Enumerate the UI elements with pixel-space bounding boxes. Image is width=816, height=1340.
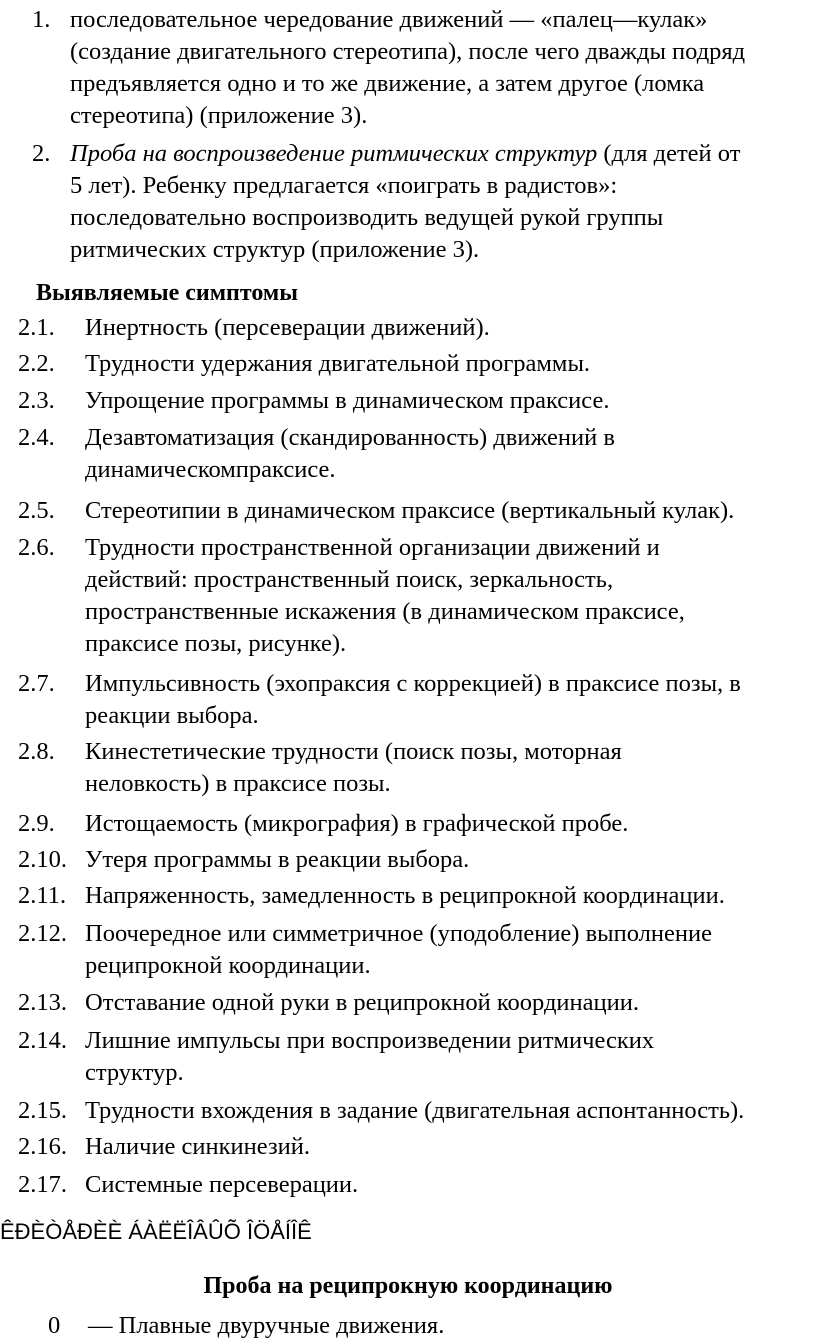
text-line: последовательно воспроизводить ведущей рукой группы [70,204,664,231]
list-number: 1. [32,6,51,33]
symptom-number: 2.10. [18,846,67,873]
symptom-number: 2.11. [18,882,67,909]
symptom-text [85,918,816,982]
symptom-number: 2.4. [18,424,55,451]
text-line: Утеря программы в реакции выбора. [85,846,470,873]
text-line: Истощаемость (микрография) в графической пробе. [85,810,629,837]
text-fragment: (для детей от [597,140,741,167]
scale-description: — Плавные двуручные движения. [88,1312,445,1339]
list-number: 2. [32,140,51,167]
symptom-number: 2.8. [18,738,55,765]
text-line: структур. [85,1059,184,1086]
text-line: динамическомпраксисе. [85,456,336,483]
symptom-text [85,844,816,876]
symptom-number: 2.15. [18,1097,67,1124]
text-line: последовательное чередование движений — «палец—кулак» [70,6,708,33]
symptoms-heading: Выявляемые симптомы [36,280,298,306]
intro-list-item-1 [0,4,816,134]
garbled-heading: ÊÐÈÒÅÐÈÈ ÁÀËËÎÂÛÕ ÎÖÅÍÎÊ [0,1219,312,1244]
symptom-number: 2.3. [18,387,55,414]
symptom-text [85,532,816,660]
symptom-text [85,1025,816,1089]
symptom-number: 2.5. [18,497,55,524]
text-line: стереотипа) (приложение 3). [70,102,368,129]
symptom-text [85,808,816,840]
symptom-text [85,495,816,527]
text-line: реакции выбора. [85,702,259,729]
section-title: Проба на реципрокную координацию [203,1273,613,1299]
text-line: Поочередное или симметричное (уподобление) выполнение [85,920,712,947]
symptom-text [85,422,816,486]
list-text [70,138,816,266]
text-line [70,138,816,170]
symptom-text [85,668,816,732]
text-line: Кинестетические трудности (поиск позы, моторная [85,738,622,765]
text-line: Трудности пространственной организации движений и [85,534,660,561]
text-line: Импульсивность (эхопраксия с коррекцией) в праксисе позы, в [85,670,741,697]
text-line: реципрокной координации. [85,952,371,979]
symptom-number: 2.12. [18,920,67,947]
text-line: Инертность (персеверации движений). [85,314,490,341]
text-line: ритмических структур (приложение 3). [70,236,480,263]
text-line: Дезавтоматизация (скандированность) движений в [85,424,615,451]
text-line: (создание двигательного стереотипа), после чего дважды подряд [70,38,746,65]
text-line: Упрощение программы в динамическом праксисе. [85,387,610,414]
symptom-number: 2.14. [18,1027,67,1054]
list-text [70,4,816,132]
symptom-text [85,385,816,417]
text-line: 5 лет). Ребенку предлагается «поиграть в радистов»: [70,172,618,199]
text-line: Системные персеверации. [85,1171,359,1198]
test-name: Проба на воспроизведение ритмических структур [70,140,598,167]
symptom-number: 2.7. [18,670,55,697]
symptom-number: 2.9. [18,810,55,837]
text-line: неловкость) в праксисе позы. [85,770,391,797]
text-line: Лишние импульсы при воспроизведении ритмических [85,1027,655,1054]
intro-list-item-2 [0,138,816,268]
symptom-number: 2.6. [18,534,55,561]
symptom-text [85,880,816,912]
symptom-text [85,987,816,1019]
symptom-text [85,736,816,800]
symptom-number: 2.2. [18,350,55,377]
text-line: действий: пространственный поиск, зеркальность, [85,566,614,593]
scale-score: 0 [48,1312,61,1339]
text-line: Напряженность, замедленность в реципрокной координации. [85,882,725,909]
symptom-text [85,312,816,344]
text-line: Стереотипии в динамическом праксисе (вертикальный кулак). [85,497,735,524]
symptom-text [85,1131,816,1163]
text-line: Трудности вхождения в задание (двигательная аспонтанность). [85,1097,745,1124]
symptom-text [85,1169,816,1201]
symptom-number: 2.1. [18,314,55,341]
symptom-text [85,348,816,380]
symptom-number: 2.13. [18,989,67,1016]
text-line: праксисе позы, рисунке). [85,630,347,657]
symptom-number: 2.17. [18,1171,67,1198]
symptom-text [85,1095,816,1127]
text-line: Наличие синкинезий. [85,1133,310,1160]
symptom-number: 2.16. [18,1133,67,1160]
text-line: предъявляется одно и то же движение, а затем другое (ломка [70,70,705,97]
text-line: пространственные искажения (в динамическом праксисе, [85,598,685,625]
text-line: Трудности удержания двигательной программы. [85,350,591,377]
text-line: Отставание одной руки в реципрокной координации. [85,989,639,1016]
